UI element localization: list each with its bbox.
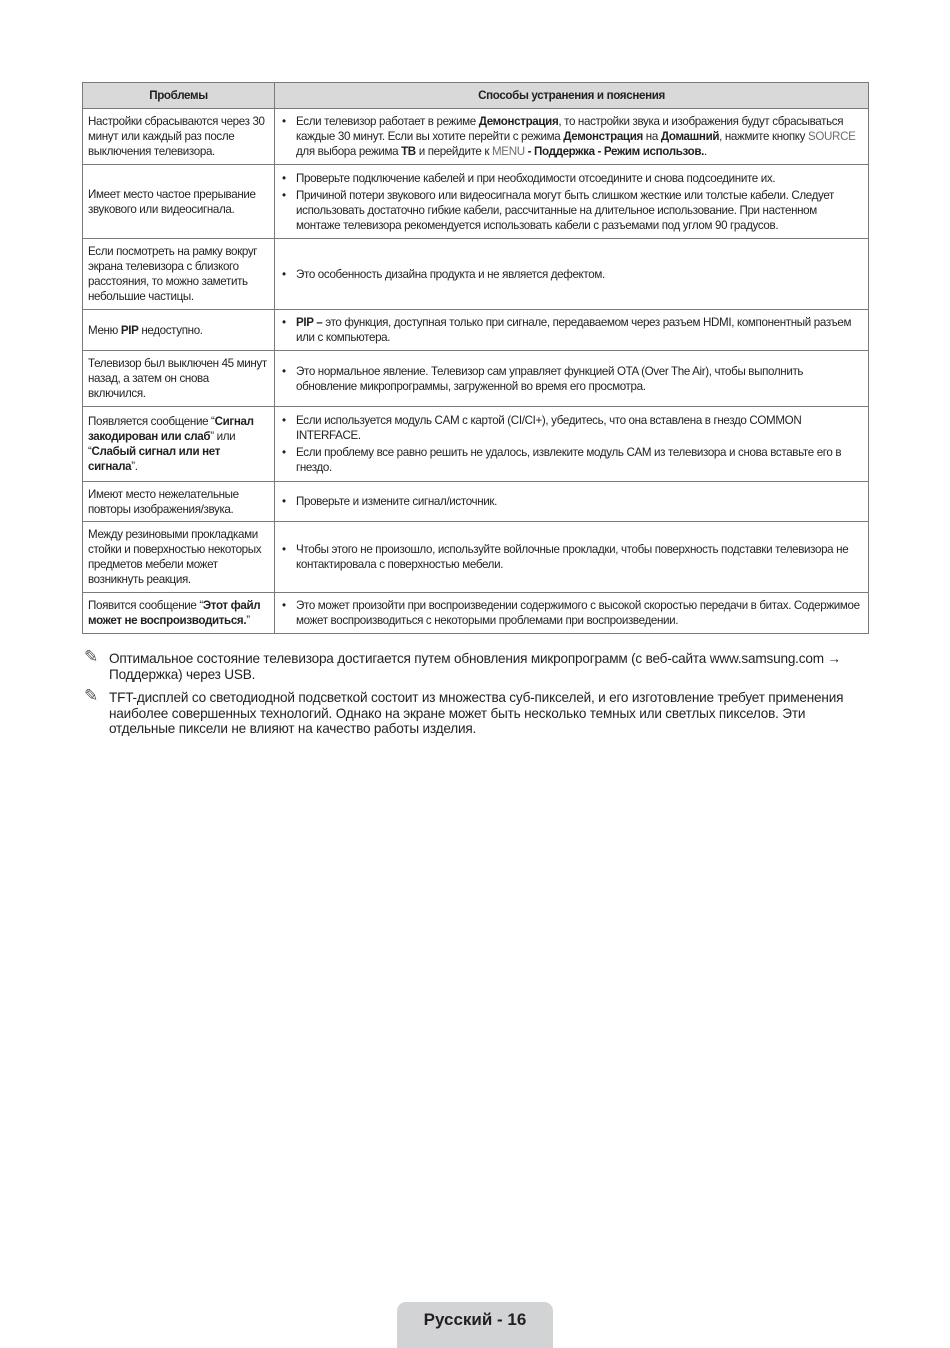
solution-bullet xyxy=(280,445,863,475)
text-segment: Если проблему все равно решить не удалось, извлеките модуль CAM из телевизора и снова вставьте его в гнездо. xyxy=(296,446,842,474)
header-problems: Проблемы xyxy=(83,83,275,109)
note-text: Оптимальное состояние телевизора достигается путем обновления микропрограмм (с веб-сайта www.samsung.com → Поддержка) через USB. xyxy=(109,651,841,682)
problem-cell xyxy=(83,109,275,165)
table-row xyxy=(83,522,869,593)
text-segment: для выбора режима xyxy=(296,145,402,158)
solution-cell xyxy=(275,522,869,593)
solution-cell xyxy=(275,310,869,351)
text-segment: Появится сообщение “ xyxy=(88,599,203,612)
text-segment: Домашний xyxy=(660,130,720,143)
text-segment: и перейдите к xyxy=(415,145,492,158)
text-segment: Это нормальное явление. Телевизор сам управляет функцией OTA (Over The Air), чтобы выполнить обновление микропрограммы, загруженной во время его просмотра. xyxy=(296,364,804,393)
text-segment: Имеют место нежелательные повторы изображения/звука. xyxy=(88,487,239,516)
page-number-label: Русский - 16 xyxy=(423,1310,527,1329)
text-segment: PIP – xyxy=(296,316,323,329)
text-segment: Сигнал закодирован или слаб xyxy=(88,415,254,443)
text-segment: ”. xyxy=(131,460,138,473)
solution-bullet xyxy=(280,542,863,572)
solution-cell xyxy=(275,407,869,482)
table-row xyxy=(83,109,869,165)
text-segment: . xyxy=(704,145,707,158)
solution-bullet xyxy=(280,114,863,159)
text-segment: Телевизор был выключен 45 минут назад, а затем он снова включился. xyxy=(88,357,267,400)
problem-cell xyxy=(83,522,275,593)
solution-cell xyxy=(275,593,869,634)
solution-cell xyxy=(275,482,869,522)
text-segment: ” xyxy=(246,614,250,627)
problem-cell xyxy=(83,407,275,482)
text-segment: , нажмите кнопку xyxy=(719,130,808,143)
text-segment: Демонстрация xyxy=(563,130,643,143)
page-footer-badge xyxy=(397,1302,553,1348)
solution-bullet xyxy=(280,171,863,186)
text-segment: SOURCE xyxy=(807,130,856,143)
text-segment: недоступно. xyxy=(138,323,203,337)
table-row xyxy=(83,239,869,310)
text-segment: Проверьте и измените сигнал/источник. xyxy=(296,495,498,508)
table-row xyxy=(83,482,869,522)
text-segment: Причиной потери звукового или видеосигнала могут быть слишком жесткие или толстые кабели. Следует использовать достаточно гибкие кабели, рассчитанные на длительное использование. При настенном монтаже телевизора рекомендуется использовать кабели с разъемами под углом 90 градусов. xyxy=(296,188,835,232)
text-segment: Настройки сбрасываются через 30 минут или каждый раз после выключения телевизора. xyxy=(88,115,265,158)
text-segment: PIP xyxy=(120,323,139,337)
text-segment: Это особенность дизайна продукта и не является дефектом. xyxy=(296,267,605,281)
solution-bullet xyxy=(280,413,863,443)
table-row xyxy=(83,593,869,634)
text-segment: , то настройки звука и изображения будут сбрасываться каждые 30 минут. Если вы хотите перейти с режима xyxy=(296,115,844,143)
solution-cell xyxy=(275,351,869,407)
solution-bullet xyxy=(280,315,863,345)
problem-cell xyxy=(83,482,275,522)
text-segment: Этот файл может не воспроизводиться. xyxy=(88,599,261,627)
problem-cell xyxy=(83,351,275,407)
text-segment: на xyxy=(642,130,661,143)
problem-cell xyxy=(83,165,275,239)
text-segment: ” или “ xyxy=(88,430,236,458)
problem-cell xyxy=(83,239,275,310)
text-segment: Это может произойти при воспроизведении содержимого с высокой скоростью передачи в битах. Содержимое может воспроизводиться с некоторыми проблемами при воспроизведении. xyxy=(296,599,860,627)
text-segment: MENU xyxy=(492,145,525,158)
note-text: TFT-дисплей со светодиодной подсветкой состоит из множества суб-пикселей, и его изготовление требует применения наиболее совершенных технологий. Однако на экране может быть несколько темных или светлых пикселов. Эти отдельные пиксели не влияют на качество работы изделия. xyxy=(109,690,844,736)
text-segment: Меню xyxy=(88,323,121,337)
text-segment: Если телевизор работает в режиме xyxy=(296,115,479,128)
solution-cell xyxy=(275,109,869,165)
solution-bullet xyxy=(280,188,863,233)
text-segment: Между резиновыми прокладками стойки и поверхностью некоторых предметов мебели может возникнуть реакция. xyxy=(88,528,262,586)
problem-cell xyxy=(83,310,275,351)
text-segment: ТВ xyxy=(401,145,416,158)
text-segment: Слабый сигнал или нет сигнала xyxy=(88,445,221,473)
text-segment: Чтобы этого не произошло, используйте войлочные прокладки, чтобы поверхность подставки телевизора не контактировала с поверхностью мебели. xyxy=(296,543,849,571)
table-row xyxy=(83,351,869,407)
pencil-note-icon: ✎ xyxy=(84,647,99,666)
note-item xyxy=(84,686,874,737)
note-item xyxy=(84,647,874,682)
text-segment: Если посмотреть на рамку вокруг экрана телевизора с близкого расстояния, то можно заметить небольшие частицы. xyxy=(88,245,258,303)
troubleshooting-table xyxy=(82,82,869,634)
problem-cell xyxy=(83,593,275,634)
notes xyxy=(84,647,874,745)
text-segment: Проверьте подключение кабелей и при необходимости отсоедините и снова подсоедините их. xyxy=(296,171,776,185)
solution-bullet xyxy=(280,364,863,394)
solution-cell xyxy=(275,165,869,239)
solution-cell xyxy=(275,239,869,310)
solution-bullet xyxy=(280,267,863,282)
table-row xyxy=(83,310,869,351)
header-solutions: Способы устранения и пояснения xyxy=(275,83,869,109)
solution-bullet xyxy=(280,598,863,628)
table-header-row xyxy=(83,83,869,109)
text-segment: - Поддержка - Режим использов. xyxy=(524,145,704,158)
solution-bullet xyxy=(280,494,863,509)
pencil-note-icon: ✎ xyxy=(84,686,99,705)
text-segment: Имеет место частое прерывание звукового или видеосигнала. xyxy=(88,187,256,216)
text-segment: Демонстрация xyxy=(478,115,559,128)
table-row xyxy=(83,407,869,482)
text-segment: Если используется модуль CAM с картой (CI/CI+), убедитесь, что она вставлена в гнездо COMMON INTERFACE. xyxy=(296,414,802,442)
table-row xyxy=(83,165,869,239)
text-segment: это функция, доступная только при сигнале, передаваемом через разъем HDMI, компонентный разъем или с компьютера. xyxy=(296,316,852,344)
text-segment: Появляется сообщение “ xyxy=(88,415,215,428)
